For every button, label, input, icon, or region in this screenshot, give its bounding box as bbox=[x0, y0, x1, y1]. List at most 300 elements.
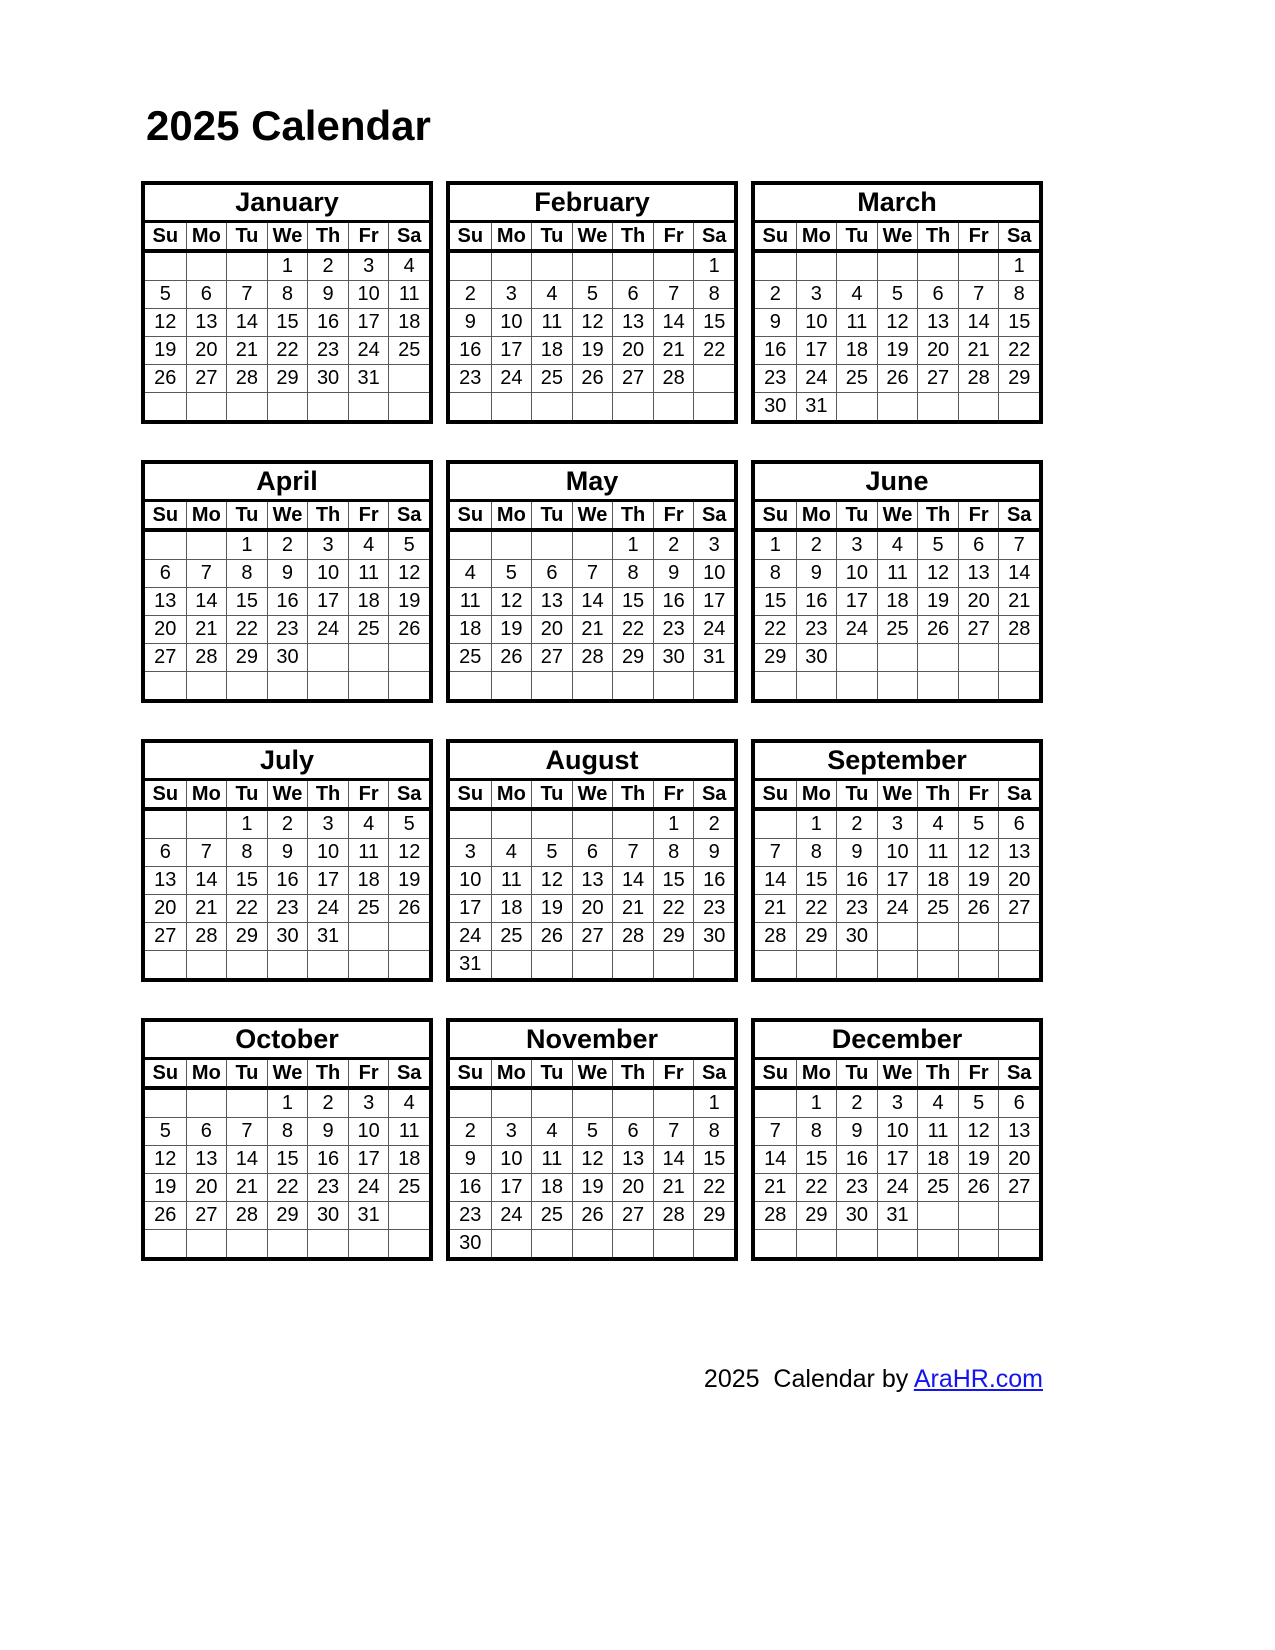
date-cell bbox=[450, 811, 491, 838]
date-cell bbox=[531, 253, 572, 280]
date-row bbox=[755, 560, 1039, 588]
date-row bbox=[755, 1118, 1039, 1146]
date-cell: 23 bbox=[693, 895, 734, 922]
date-cell: 29 bbox=[226, 644, 267, 671]
date-cell: 24 bbox=[348, 337, 389, 364]
date-cell: 6 bbox=[998, 1090, 1039, 1117]
date-cell: 29 bbox=[267, 1202, 308, 1229]
date-cell bbox=[877, 393, 918, 420]
date-cell: 18 bbox=[348, 867, 389, 894]
date-cell: 24 bbox=[491, 365, 532, 392]
date-cell: 21 bbox=[226, 337, 267, 364]
date-row bbox=[755, 951, 1039, 978]
date-cell: 20 bbox=[154, 897, 177, 919]
date-cell: 12 bbox=[491, 588, 532, 615]
date-cell: 7 bbox=[572, 560, 613, 587]
date-cell: 24 bbox=[693, 616, 734, 643]
weekday-label: Tu bbox=[531, 781, 572, 807]
date-cell: 1 bbox=[796, 1090, 837, 1117]
weekday-header-row bbox=[145, 502, 429, 532]
date-cell: 29 bbox=[693, 1202, 734, 1229]
weekday-label: Su bbox=[457, 225, 484, 247]
date-cell bbox=[226, 253, 267, 280]
weekday-label: Tu bbox=[836, 781, 877, 807]
date-cell: 16 bbox=[267, 588, 308, 615]
date-cell: 20 bbox=[154, 618, 177, 640]
weekday-label: Su bbox=[152, 783, 179, 805]
date-cell: 23 bbox=[267, 616, 308, 643]
date-cell: 25 bbox=[388, 1174, 429, 1201]
date-cell: 20 bbox=[917, 337, 958, 364]
date-cell bbox=[612, 1090, 653, 1117]
date-cell: 25 bbox=[348, 895, 389, 922]
date-cell: 6 bbox=[186, 1118, 227, 1145]
date-cell: 25 bbox=[917, 895, 958, 922]
date-cell: 5 bbox=[159, 283, 171, 305]
weekday-label: We bbox=[877, 1060, 918, 1086]
date-cell: 25 bbox=[836, 365, 877, 392]
weekday-label: We bbox=[267, 781, 308, 807]
weekday-label: Su bbox=[152, 1062, 179, 1084]
date-cell: 7 bbox=[226, 281, 267, 308]
date-cell bbox=[572, 1090, 613, 1117]
date-cell: 26 bbox=[388, 895, 429, 922]
date-cell: 3 bbox=[307, 532, 348, 559]
date-cell: 17 bbox=[307, 588, 348, 615]
date-cell bbox=[653, 672, 694, 699]
date-cell: 1 bbox=[612, 532, 653, 559]
date-cell: 19 bbox=[154, 339, 177, 361]
date-cell: 26 bbox=[917, 616, 958, 643]
date-cell bbox=[796, 253, 837, 280]
weekday-label: Fr bbox=[653, 1060, 694, 1086]
date-cell: 5 bbox=[159, 1120, 171, 1142]
weekday-label: Su bbox=[457, 1062, 484, 1084]
date-cell: 14 bbox=[998, 560, 1039, 587]
date-cell: 9 bbox=[693, 839, 734, 866]
date-cell: 27 bbox=[154, 925, 177, 947]
date-cell: 12 bbox=[572, 309, 613, 336]
date-cell: 30 bbox=[307, 1202, 348, 1229]
date-cell: 27 bbox=[572, 923, 613, 950]
date-cell: 15 bbox=[226, 867, 267, 894]
date-cell bbox=[186, 811, 227, 838]
date-cell: 8 bbox=[796, 1118, 837, 1145]
date-cell: 28 bbox=[764, 925, 787, 947]
weekday-label: We bbox=[877, 502, 918, 528]
date-cell bbox=[998, 672, 1039, 699]
date-cell: 11 bbox=[531, 309, 572, 336]
date-cell: 14 bbox=[186, 867, 227, 894]
date-cell bbox=[917, 1230, 958, 1257]
date-row bbox=[755, 532, 1039, 560]
date-cell: 24 bbox=[796, 365, 837, 392]
date-cell: 31 bbox=[348, 1202, 389, 1229]
date-cell: 14 bbox=[764, 869, 787, 891]
date-cell: 19 bbox=[388, 588, 429, 615]
date-cell bbox=[388, 672, 429, 699]
date-row bbox=[450, 532, 734, 560]
date-cell: 27 bbox=[186, 365, 227, 392]
date-cell: 28 bbox=[186, 644, 227, 671]
date-cell: 2 bbox=[464, 1120, 476, 1142]
date-row bbox=[755, 1174, 1039, 1202]
date-row bbox=[755, 1146, 1039, 1174]
date-cell bbox=[958, 253, 999, 280]
weekday-label: Su bbox=[152, 225, 179, 247]
weekday-label: Sa bbox=[998, 1060, 1039, 1086]
date-cell bbox=[998, 951, 1039, 978]
date-cell: 13 bbox=[531, 588, 572, 615]
date-cell: 19 bbox=[531, 895, 572, 922]
date-cell bbox=[491, 253, 532, 280]
date-row bbox=[450, 672, 734, 699]
date-cell: 2 bbox=[693, 811, 734, 838]
weekday-label: We bbox=[877, 223, 918, 249]
date-cell: 19 bbox=[572, 337, 613, 364]
date-cell: 3 bbox=[307, 811, 348, 838]
date-cell: 13 bbox=[186, 1146, 227, 1173]
date-cell: 31 bbox=[796, 393, 837, 420]
date-cell bbox=[653, 1230, 694, 1257]
date-cell bbox=[145, 393, 186, 420]
date-row bbox=[755, 365, 1039, 393]
date-row bbox=[145, 644, 429, 672]
date-cell bbox=[348, 672, 389, 699]
date-row bbox=[145, 811, 429, 839]
date-row bbox=[755, 393, 1039, 420]
date-cell: 24 bbox=[307, 616, 348, 643]
date-row bbox=[755, 867, 1039, 895]
date-row bbox=[145, 365, 429, 393]
date-cell bbox=[145, 1090, 186, 1117]
date-cell: 7 bbox=[186, 560, 227, 587]
date-row bbox=[450, 393, 734, 420]
date-row bbox=[450, 253, 734, 281]
date-cell: 21 bbox=[186, 616, 227, 643]
date-row bbox=[450, 644, 734, 672]
date-cell: 27 bbox=[998, 895, 1039, 922]
date-cell: 23 bbox=[267, 895, 308, 922]
weekday-label: Sa bbox=[998, 781, 1039, 807]
date-cell: 5 bbox=[958, 811, 999, 838]
footer-text: 2025 Calendar by bbox=[703, 1365, 914, 1393]
date-cell: 16 bbox=[796, 588, 837, 615]
date-cell: 8 bbox=[796, 839, 837, 866]
date-cell bbox=[267, 672, 308, 699]
weekday-header-row bbox=[755, 781, 1039, 811]
date-cell bbox=[998, 1230, 1039, 1257]
date-cell: 30 bbox=[836, 923, 877, 950]
date-row bbox=[755, 1230, 1039, 1257]
date-cell: 22 bbox=[796, 895, 837, 922]
date-cell bbox=[958, 1230, 999, 1257]
date-cell: 22 bbox=[693, 337, 734, 364]
date-cell: 24 bbox=[459, 925, 482, 947]
date-cell: 4 bbox=[464, 562, 476, 584]
date-cell: 16 bbox=[653, 588, 694, 615]
date-cell: 4 bbox=[917, 811, 958, 838]
date-cell bbox=[450, 253, 491, 280]
weekday-label: Th bbox=[307, 223, 348, 249]
date-cell bbox=[450, 532, 491, 559]
date-cell: 26 bbox=[958, 895, 999, 922]
date-cell: 30 bbox=[653, 644, 694, 671]
date-row bbox=[755, 923, 1039, 951]
month-title: August bbox=[450, 743, 734, 781]
weekday-label: Sa bbox=[388, 502, 429, 528]
month-card bbox=[446, 1018, 738, 1261]
date-cell bbox=[186, 253, 227, 280]
weekday-label: Sa bbox=[693, 223, 734, 249]
date-cell bbox=[531, 672, 572, 699]
date-cell: 15 bbox=[998, 309, 1039, 336]
month-card bbox=[751, 460, 1043, 703]
date-cell: 17 bbox=[459, 897, 482, 919]
date-row bbox=[450, 923, 734, 951]
date-row bbox=[755, 839, 1039, 867]
date-cell bbox=[226, 951, 267, 978]
date-cell bbox=[226, 672, 267, 699]
date-cell: 16 bbox=[836, 867, 877, 894]
date-cell: 27 bbox=[917, 365, 958, 392]
date-cell bbox=[388, 1202, 429, 1229]
date-cell: 17 bbox=[877, 1146, 918, 1173]
date-cell bbox=[653, 393, 694, 420]
month-body bbox=[755, 253, 1039, 420]
weekday-label: Fr bbox=[653, 502, 694, 528]
date-cell: 25 bbox=[877, 616, 918, 643]
date-cell: 17 bbox=[491, 337, 532, 364]
date-cell: 27 bbox=[531, 644, 572, 671]
date-cell: 25 bbox=[348, 616, 389, 643]
weekday-label: Mo bbox=[796, 502, 837, 528]
date-row bbox=[755, 253, 1039, 281]
date-cell: 11 bbox=[348, 560, 389, 587]
date-cell bbox=[755, 951, 796, 978]
date-cell: 3 bbox=[491, 1118, 532, 1145]
date-cell: 4 bbox=[531, 281, 572, 308]
date-cell: 27 bbox=[612, 1202, 653, 1229]
weekday-header-row bbox=[755, 1060, 1039, 1090]
date-cell bbox=[348, 393, 389, 420]
month-card bbox=[141, 181, 433, 424]
date-cell: 2 bbox=[267, 811, 308, 838]
date-cell bbox=[348, 951, 389, 978]
date-cell: 10 bbox=[836, 560, 877, 587]
date-cell bbox=[755, 672, 796, 699]
date-cell: 7 bbox=[998, 532, 1039, 559]
date-cell: 31 bbox=[693, 644, 734, 671]
weekday-label: Sa bbox=[388, 781, 429, 807]
date-cell: 13 bbox=[958, 560, 999, 587]
date-cell bbox=[836, 253, 877, 280]
date-cell: 27 bbox=[612, 365, 653, 392]
date-cell: 14 bbox=[572, 588, 613, 615]
date-cell: 12 bbox=[958, 839, 999, 866]
month-card bbox=[751, 739, 1043, 982]
date-cell: 16 bbox=[267, 867, 308, 894]
date-cell: 6 bbox=[186, 281, 227, 308]
date-cell: 27 bbox=[154, 646, 177, 668]
weekday-label: Fr bbox=[958, 1060, 999, 1086]
date-cell: 19 bbox=[958, 1146, 999, 1173]
weekday-label: Fr bbox=[348, 502, 389, 528]
date-cell: 11 bbox=[388, 281, 429, 308]
weekday-label: Tu bbox=[836, 223, 877, 249]
date-cell: 24 bbox=[836, 616, 877, 643]
weekday-header-row bbox=[755, 502, 1039, 532]
date-cell bbox=[917, 951, 958, 978]
date-cell: 16 bbox=[764, 339, 787, 361]
month-card bbox=[141, 739, 433, 982]
date-cell bbox=[450, 1090, 491, 1117]
date-cell: 9 bbox=[267, 560, 308, 587]
date-cell: 20 bbox=[186, 1174, 227, 1201]
date-cell: 30 bbox=[267, 923, 308, 950]
weekday-label: Sa bbox=[693, 502, 734, 528]
date-cell bbox=[307, 644, 348, 671]
date-cell: 4 bbox=[877, 532, 918, 559]
date-cell bbox=[836, 672, 877, 699]
date-cell bbox=[998, 923, 1039, 950]
weekday-label: We bbox=[877, 781, 918, 807]
weekday-label: Mo bbox=[796, 781, 837, 807]
date-cell: 8 bbox=[998, 281, 1039, 308]
date-cell: 4 bbox=[388, 253, 429, 280]
date-cell bbox=[531, 1230, 572, 1257]
date-cell: 4 bbox=[836, 281, 877, 308]
month-title: July bbox=[145, 743, 429, 781]
month-body bbox=[145, 811, 429, 978]
date-cell: 19 bbox=[958, 867, 999, 894]
month-body bbox=[755, 811, 1039, 978]
date-row bbox=[145, 1202, 429, 1230]
date-cell: 26 bbox=[154, 367, 177, 389]
weekday-label: Mo bbox=[186, 223, 227, 249]
date-row bbox=[450, 867, 734, 895]
date-cell bbox=[958, 923, 999, 950]
date-cell: 9 bbox=[769, 311, 781, 333]
date-row bbox=[145, 923, 429, 951]
date-cell: 3 bbox=[877, 811, 918, 838]
date-cell: 22 bbox=[612, 616, 653, 643]
date-cell bbox=[491, 811, 532, 838]
date-cell: 28 bbox=[226, 1202, 267, 1229]
date-cell: 14 bbox=[653, 309, 694, 336]
weekday-label: Su bbox=[762, 1062, 789, 1084]
date-cell: 12 bbox=[877, 309, 918, 336]
date-cell: 28 bbox=[612, 923, 653, 950]
date-cell: 17 bbox=[348, 309, 389, 336]
date-cell bbox=[531, 532, 572, 559]
date-cell bbox=[307, 951, 348, 978]
weekday-label: We bbox=[267, 502, 308, 528]
date-cell: 21 bbox=[958, 337, 999, 364]
date-cell: 17 bbox=[796, 337, 837, 364]
date-cell: 17 bbox=[307, 867, 348, 894]
date-cell: 10 bbox=[348, 281, 389, 308]
date-cell: 12 bbox=[531, 867, 572, 894]
date-cell: 30 bbox=[307, 365, 348, 392]
month-title: November bbox=[450, 1022, 734, 1060]
date-cell: 13 bbox=[612, 309, 653, 336]
date-cell: 6 bbox=[531, 560, 572, 587]
date-cell: 6 bbox=[612, 281, 653, 308]
date-cell bbox=[755, 253, 796, 280]
date-cell: 31 bbox=[459, 953, 482, 975]
date-cell: 11 bbox=[836, 309, 877, 336]
date-cell: 30 bbox=[796, 644, 837, 671]
weekday-label: Th bbox=[612, 502, 653, 528]
date-row bbox=[450, 1174, 734, 1202]
date-row bbox=[755, 281, 1039, 309]
date-cell: 2 bbox=[307, 1090, 348, 1117]
date-cell: 27 bbox=[998, 1174, 1039, 1201]
date-cell bbox=[917, 672, 958, 699]
date-cell: 30 bbox=[267, 644, 308, 671]
weekday-label: Th bbox=[917, 223, 958, 249]
date-cell: 18 bbox=[531, 1174, 572, 1201]
date-cell: 25 bbox=[917, 1174, 958, 1201]
date-row bbox=[145, 1118, 429, 1146]
date-cell: 2 bbox=[796, 532, 837, 559]
date-cell bbox=[145, 1230, 186, 1257]
date-cell: 28 bbox=[186, 923, 227, 950]
date-cell: 13 bbox=[917, 309, 958, 336]
date-cell: 10 bbox=[307, 839, 348, 866]
date-cell: 20 bbox=[998, 867, 1039, 894]
date-cell bbox=[612, 393, 653, 420]
weekday-header-row bbox=[145, 1060, 429, 1090]
date-cell: 21 bbox=[764, 897, 787, 919]
date-cell bbox=[307, 1230, 348, 1257]
date-cell bbox=[348, 923, 389, 950]
date-cell: 24 bbox=[877, 895, 918, 922]
date-cell bbox=[491, 532, 532, 559]
date-cell: 28 bbox=[958, 365, 999, 392]
date-cell bbox=[186, 1090, 227, 1117]
date-cell: 4 bbox=[348, 811, 389, 838]
date-cell bbox=[877, 644, 918, 671]
date-cell: 29 bbox=[796, 1202, 837, 1229]
date-cell: 2 bbox=[836, 811, 877, 838]
date-cell: 31 bbox=[307, 923, 348, 950]
date-cell: 20 bbox=[612, 337, 653, 364]
date-cell bbox=[693, 393, 734, 420]
date-cell: 27 bbox=[186, 1202, 227, 1229]
date-cell: 22 bbox=[226, 616, 267, 643]
date-cell: 21 bbox=[612, 895, 653, 922]
date-cell: 19 bbox=[917, 588, 958, 615]
date-row bbox=[450, 560, 734, 588]
date-cell: 11 bbox=[531, 1146, 572, 1173]
weekday-label: Th bbox=[612, 781, 653, 807]
date-row bbox=[145, 337, 429, 365]
date-row bbox=[450, 1090, 734, 1118]
date-cell bbox=[491, 1090, 532, 1117]
date-cell: 15 bbox=[796, 867, 837, 894]
date-row bbox=[145, 867, 429, 895]
month-title: June bbox=[755, 464, 1039, 502]
date-cell: 28 bbox=[653, 1202, 694, 1229]
date-cell: 18 bbox=[388, 309, 429, 336]
month-body bbox=[755, 532, 1039, 699]
footer-link[interactable]: AraHR.com bbox=[913, 1365, 1043, 1393]
date-cell: 29 bbox=[653, 923, 694, 950]
date-cell bbox=[796, 672, 837, 699]
date-row bbox=[450, 895, 734, 923]
